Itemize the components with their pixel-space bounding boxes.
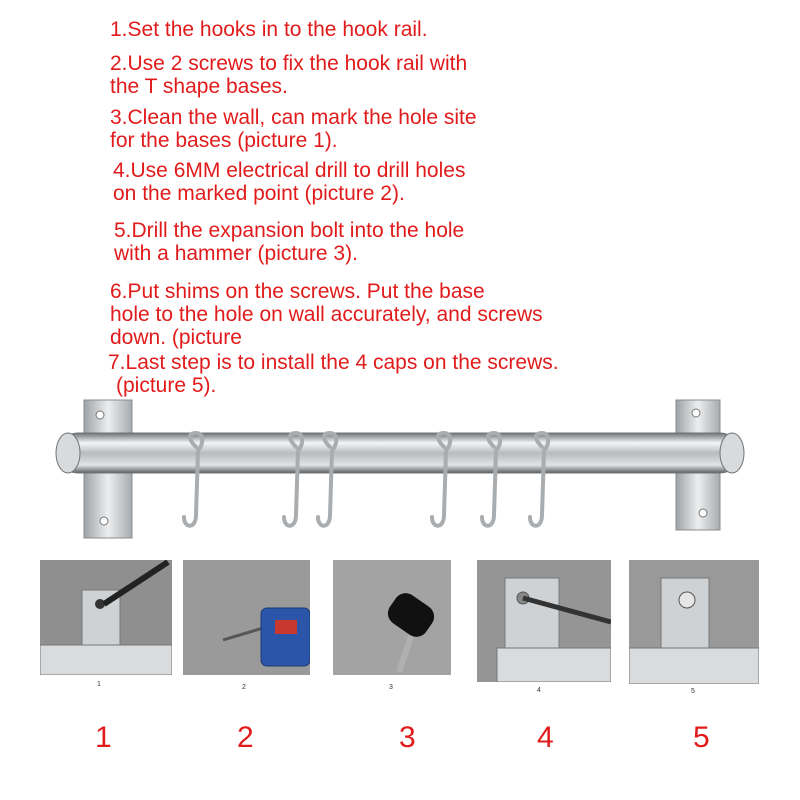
rail-tube [40, 645, 172, 675]
rail-tube [58, 433, 740, 473]
picture-number-4: 4 [537, 721, 554, 754]
step-line: 1.Set the hooks in to the hook rail. [110, 18, 428, 41]
step-2 [110, 52, 467, 98]
step-line: hole to the hole on wall accurately, and screws [110, 303, 543, 326]
rail-end-cap [720, 433, 744, 473]
step-line: 5.Drill the expansion bolt into the hole [114, 219, 465, 242]
picture-3 [333, 560, 451, 695]
step-6 [110, 280, 543, 349]
picture-number-2: 2 [237, 721, 254, 754]
step-line: for the bases (picture 1). [110, 129, 338, 152]
picture-5 [629, 560, 759, 695]
screw-hole [100, 517, 108, 525]
screw-hole [692, 409, 700, 417]
step-4 [113, 159, 465, 205]
step-line: 3.Clean the wall, can mark the hole site [110, 106, 477, 129]
step-line: 4.Use 6MM electrical drill to drill holes [113, 159, 466, 182]
screw-hole [96, 411, 104, 419]
picture-caption: 3 [389, 684, 393, 691]
step-5 [114, 219, 464, 265]
electric-drill [261, 608, 310, 666]
picture-4 [477, 560, 611, 695]
step-line: down. (picture [110, 326, 242, 349]
step-3 [110, 106, 477, 152]
picture-caption: 5 [691, 688, 695, 695]
picture-caption: 4 [537, 687, 541, 694]
step-line: (picture 5). [116, 374, 217, 397]
step-line: 7.Last step is to install the 4 caps on the screws. [108, 351, 559, 374]
picture-2 [183, 560, 310, 695]
rail-tube [497, 648, 611, 682]
step-line: 2.Use 2 screws to fix the hook rail with [110, 52, 468, 75]
step-line: with a hammer (picture 3). [114, 242, 358, 265]
screw-cap [679, 592, 695, 608]
picture-caption: 2 [242, 684, 246, 691]
step-line: 6.Put shims on the screws. Put the base [110, 280, 485, 303]
hook-rail-image [0, 395, 800, 540]
rail-tube [629, 648, 759, 684]
picture-caption: 1 [97, 681, 101, 688]
step-line: the T shape bases. [110, 75, 288, 98]
screw-hole [699, 509, 707, 517]
rail-end-cap [56, 433, 80, 473]
picture-number-5: 5 [693, 721, 710, 754]
t-base-bracket [661, 578, 709, 650]
step-1 [110, 18, 428, 41]
picture-number-3: 3 [399, 721, 416, 754]
picture-1 [40, 560, 172, 695]
picture-number-1: 1 [95, 721, 112, 754]
step-line: on the marked point (picture 2). [113, 182, 405, 205]
t-base-bracket [505, 578, 559, 653]
step-7 [108, 351, 559, 397]
